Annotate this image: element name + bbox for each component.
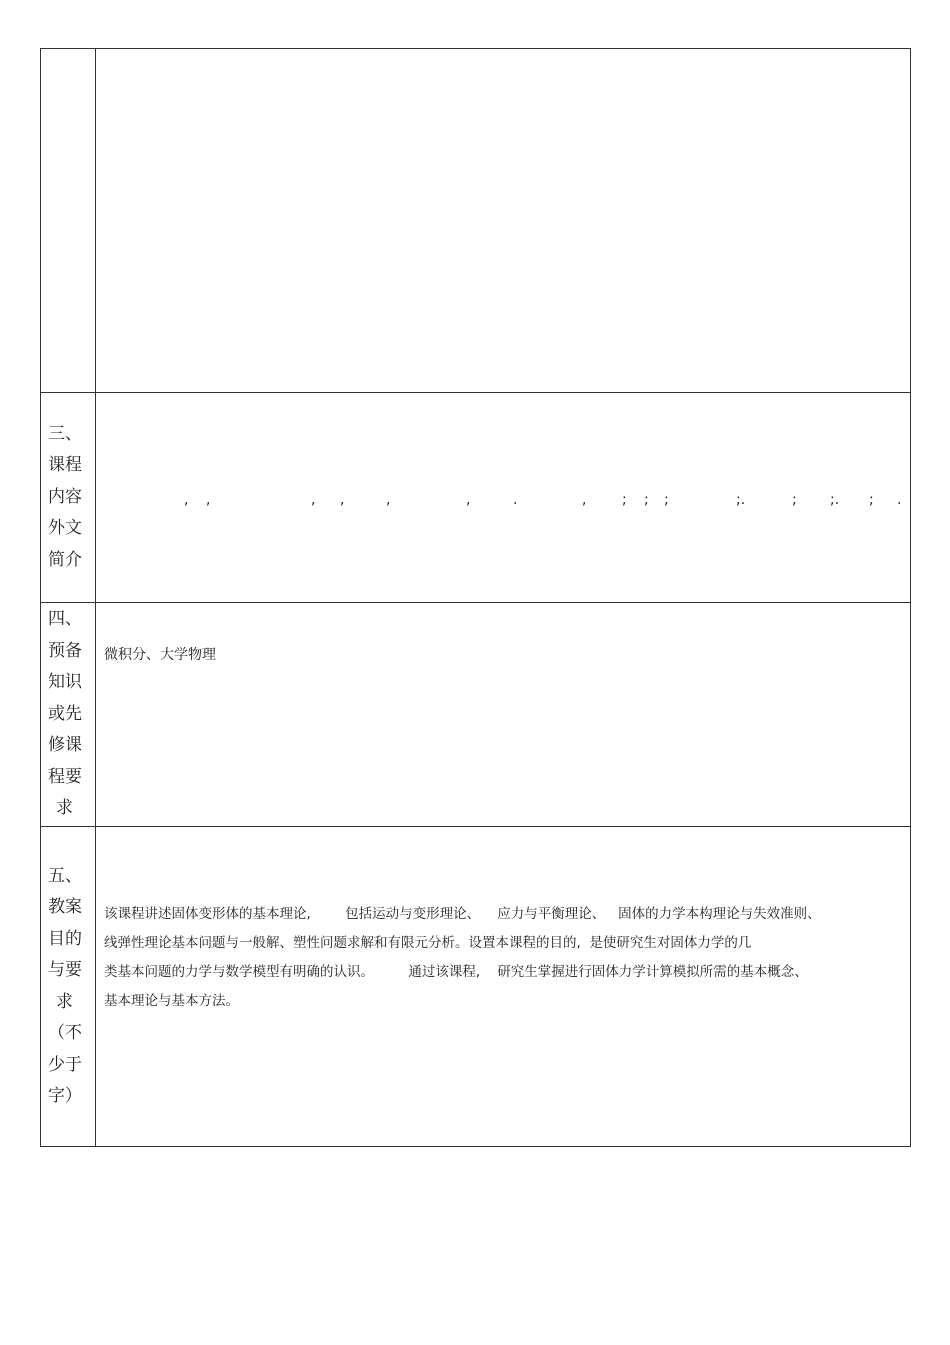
section3-punctuation-row [104,486,904,510]
section4-label-line: 预备 [48,640,82,661]
punct-mark: , [386,491,391,508]
section5-content [96,827,911,1147]
section5-label [41,827,96,1147]
section5-label-line: 教案 [48,897,82,917]
course-form-table [40,48,911,1147]
section4-label-line: 或先 [48,703,82,724]
section5-label-line: （不 [48,1023,82,1043]
section5-label-line: 字） [48,1086,82,1106]
section4-content [96,603,911,827]
punct-mark: , [311,491,316,508]
section4-row [41,603,911,827]
section4-label-line: 知识 [48,672,82,693]
section5-label-line: 少于 [48,1054,82,1075]
section4-label-line: 程要 [48,766,82,787]
section4-label [41,603,96,827]
prerequisite-text: 微积分、大学物理 [104,647,216,663]
section5-label-line: 求 [56,991,73,1012]
section3-content [96,393,911,603]
objective-text-line: 类基本问题的力学与数学模型有明确的认识。 通过该课程, 研究生掌握进行固体力学计算模拟所需的基本概念、 [104,964,808,980]
punct-mark: ; [664,491,669,508]
section5-label-line: 目的 [48,928,82,949]
objective-text-line: 该课程讲述固体变形体的基本理论, 包括运动与变形理论、 应力与平衡理论、 固体的力学本构理论与失效准则、 [104,906,821,922]
section5-label-line: 与要 [48,960,82,980]
blank-row-label [41,49,96,393]
section3-label-line: 内容 [48,486,82,507]
section5-row [41,827,911,1147]
section3-label-line: 外文 [48,518,82,539]
section4-label-line: 修课 [48,735,82,756]
punct-mark: ; [869,491,874,508]
section3-label [41,393,96,603]
punct-mark: , [206,491,211,508]
blank-row [41,49,911,393]
punct-mark: , [340,491,345,508]
punct-mark: ;. [736,491,746,508]
section3-label-line: 课程 [48,455,82,476]
punct-mark: , [582,491,587,508]
punct-mark: , [466,491,471,508]
section3-row [41,393,911,603]
section4-label-line: 求 [56,798,73,819]
punct-mark: . [897,491,902,508]
section3-label-line: 三、 [48,423,82,444]
objective-text-line: 线弹性理论基本问题与一般解、塑性问题求解和有限元分析。设置本课程的目的, 是使研究生对固体力学的几 [104,935,752,951]
objective-text-line: 基本理论与基本方法。 [104,993,239,1009]
section5-label-line: 五、 [48,865,82,886]
punct-mark: ;. [830,491,840,508]
section3-label-line: 简介 [48,549,82,570]
punct-mark: , [184,491,189,508]
punct-mark: ; [792,491,797,508]
punct-mark: ; [644,491,649,508]
punct-mark: ; [622,491,627,508]
section4-label-line: 四、 [48,609,82,630]
blank-row-content [96,49,911,393]
punct-mark: . [513,491,518,508]
